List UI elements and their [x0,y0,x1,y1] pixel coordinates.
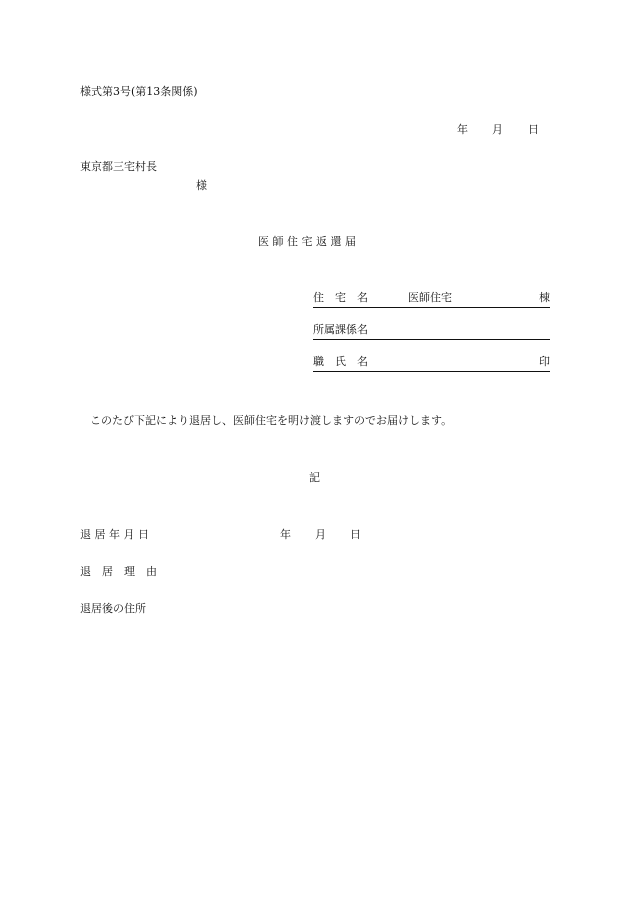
move-out-date-year: 年 [280,528,291,541]
department-label: 所属課係名 [313,323,368,336]
move-out-date-day: 日 [350,528,361,541]
new-address-label: 退居後の住所 [80,602,146,615]
date-month-label: 月 [492,123,503,136]
move-out-date-label: 退 居 年 月 日 [80,528,149,541]
name-row [313,356,550,372]
residence-label: 住 宅 名 [313,291,368,304]
department-row [313,324,550,340]
addressee-honorific: 様 [196,179,207,192]
date-day-label: 日 [528,123,539,136]
date-year-label: 年 [457,123,468,136]
addressee-name: 東京都三宅村長 [80,160,157,173]
residence-suffix: 棟 [539,291,550,304]
seal-mark: 印 [539,355,550,368]
reason-label: 退 居 理 由 [80,565,157,578]
residence-row [313,292,550,308]
residence-value: 医師住宅 [408,291,452,304]
move-out-date-month: 月 [315,528,326,541]
form-title: 医 師 住 宅 返 還 届 [258,235,356,248]
ki-mark: 記 [309,471,320,484]
body-text: このたび下記により退居し、医師住宅を明け渡しますのでお届けします。 [90,414,453,427]
name-label: 職 氏 名 [313,355,368,368]
form-number: 様式第3号(第13条関係) [80,85,198,98]
